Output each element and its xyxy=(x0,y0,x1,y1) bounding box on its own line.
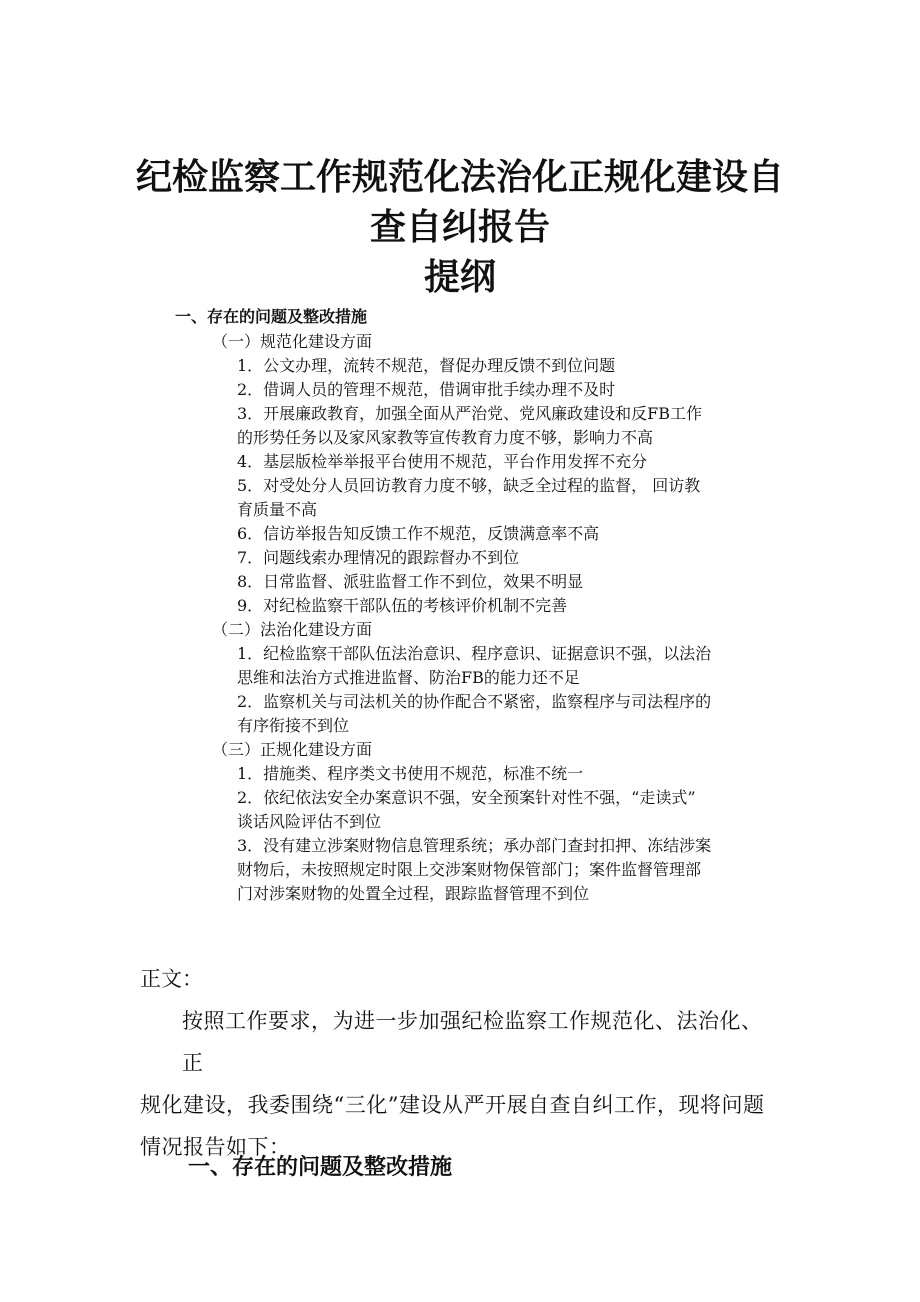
document-title-line-2: 查自纠报告 xyxy=(369,207,550,248)
outline-item: 6．信访举报告知反馈工作不规范，反馈满意率不高 xyxy=(237,524,600,543)
outline-item-continued: 思维和法治方式推进监督、防治FB的能力还不足 xyxy=(237,668,580,687)
section-heading: 一、存在的问题及整改措施 xyxy=(188,1155,453,1180)
outline-item: 3．没有建立涉案财物信息管理系统；承办部门查封扣押、冻结涉案 xyxy=(237,836,712,855)
outline-section-label: （一）规范化建设方面 xyxy=(212,332,373,351)
outline-item: 5．对受处分人员回访教育力度不够，缺乏全过程的监督， 回访教 xyxy=(237,476,701,495)
outline-heading: 一、存在的问题及整改措施 xyxy=(175,307,368,326)
outline-item-continued: 有序衔接不到位 xyxy=(237,716,350,735)
outline-item: 2．依纪依法安全办案意识不强，安全预案针对性不强，“走读式” xyxy=(237,788,696,807)
outline-item: 8．日常监督、派驻监督工作不到位，效果不明显 xyxy=(237,572,584,591)
outline-item: 9．对纪检监察干部队伍的考核评价机制不完善 xyxy=(237,596,568,615)
paragraph-line: 规化建设，我委围绕“三化”建设从严开展自查自纠工作，现将问题 xyxy=(140,1093,765,1117)
document-title-line-1: 纪检监察工作规范化法治化正规化建设自 xyxy=(135,157,784,198)
outline-section-label: （三）正规化建设方面 xyxy=(212,740,373,759)
document-subtitle: 提纲 xyxy=(423,257,496,298)
outline-item: 1．纪检监察干部队伍法治意识、程序意识、证据意识不强，以法治 xyxy=(237,644,712,663)
outline-item: 3．开展廉政教育，加强全面从严治党、党风廉政建设和反FB工作 xyxy=(237,404,703,423)
outline-item-continued: 的形势任务以及家风家教等宣传教育力度不够，影响力不高 xyxy=(237,428,654,447)
paragraph-line: 按照工作要求，为进一步加强纪检监察工作规范化、法治化、正 xyxy=(182,1009,763,1075)
outline-item-continued: 育质量不高 xyxy=(237,500,318,519)
paragraph-line: 情况报告如下： xyxy=(140,1135,291,1159)
outline-item-continued: 财物后，未按照规定时限上交涉案财物保管部门；案件监督管理部 xyxy=(237,860,702,879)
outline-item: 7．问题线索办理情况的跟踪督办不到位 xyxy=(237,548,520,567)
outline-item: 2．监察机关与司法机关的协作配合不紧密，监察程序与司法程序的 xyxy=(237,692,712,711)
outline-item: 1．措施类、程序类文书使用不规范，标准不统一 xyxy=(237,764,584,783)
outline-item: 1．公文办理，流转不规范，督促办理反馈不到位问题 xyxy=(237,356,616,375)
body-label: 正文： xyxy=(140,967,203,991)
body-paragraph xyxy=(140,1000,780,1168)
outline-item: 4．基层版检举举报平台使用不规范，平台作用发挥不充分 xyxy=(237,452,648,471)
outline-section-label: （二）法治化建设方面 xyxy=(212,620,373,639)
outline-item-continued: 门对涉案财物的处置全过程，跟踪监督管理不到位 xyxy=(237,884,590,903)
outline-item-continued: 谈话风险评估不到位 xyxy=(237,812,382,831)
outline-item: 2．借调人员的管理不规范，借调审批手续办理不及时 xyxy=(237,380,616,399)
